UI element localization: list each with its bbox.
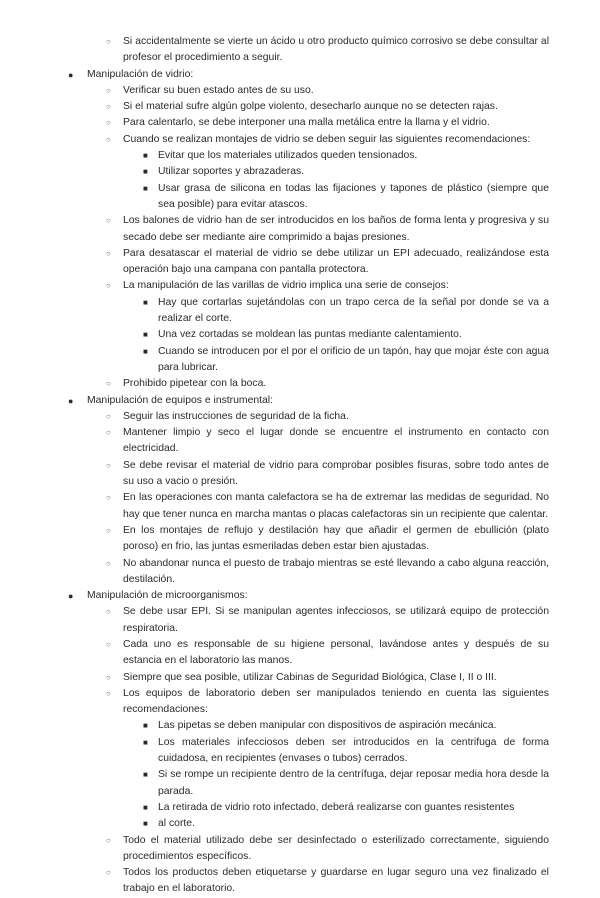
hollow-bullet-icon: ○ bbox=[106, 281, 111, 291]
list-item bbox=[143, 735, 549, 768]
list-item bbox=[106, 556, 549, 589]
list-item bbox=[106, 523, 549, 556]
list-item bbox=[106, 132, 549, 148]
list-item-text: Los equipos de laboratorio deben ser manipulados teniendo en cuenta las siguientes recomendaciones: bbox=[123, 687, 549, 716]
square-bullet-icon: ■ bbox=[143, 167, 148, 177]
list-item-text: Cuando se introducen por el por el orificio de un tapón, hay que mojar éste con agua para lubricar. bbox=[158, 345, 549, 373]
list-item bbox=[106, 278, 549, 294]
list-item-text: Seguir las instrucciones de seguridad de la ficha. bbox=[123, 410, 349, 422]
list-item bbox=[106, 213, 549, 246]
list-item bbox=[106, 833, 549, 866]
list-item bbox=[106, 637, 549, 670]
list-item bbox=[106, 376, 549, 392]
section-heading-item bbox=[68, 588, 549, 604]
list-item bbox=[106, 99, 549, 115]
list-item-text: Si el material sufre algún golpe violento, desecharlo aunque no se detecten rajas. bbox=[123, 101, 498, 113]
square-bullet-icon: ■ bbox=[143, 819, 148, 829]
list-item-text: Para calentarlo, se debe interponer una malla metálica entre la llama y el vidrio. bbox=[123, 117, 490, 129]
list-item-text: Manipulación de microorganismos: bbox=[87, 590, 248, 602]
hollow-bullet-icon: ○ bbox=[106, 37, 111, 46]
list-item-text: Siempre que sea posible, utilizar Cabinas de Seguridad Biológica, Clase I, II o III. bbox=[123, 671, 497, 683]
hollow-bullet-icon: ○ bbox=[106, 411, 111, 421]
hollow-bullet-icon: ○ bbox=[106, 493, 111, 503]
list-item bbox=[106, 115, 549, 131]
list-item bbox=[106, 425, 549, 458]
hollow-bullet-icon: ○ bbox=[106, 248, 111, 258]
hollow-bullet-icon: ○ bbox=[106, 85, 111, 95]
hollow-bullet-icon: ○ bbox=[106, 558, 111, 568]
list-item bbox=[106, 686, 549, 719]
hollow-bullet-icon: ○ bbox=[106, 118, 111, 128]
square-bullet-icon: ■ bbox=[143, 802, 148, 812]
list-item bbox=[143, 295, 549, 328]
filled-bullet-icon: ● bbox=[68, 69, 74, 80]
list-item-text: Se debe revisar el material de vidrio para comprobar posibles fisuras, sobre todo antes de su uso a vacio o presión. bbox=[123, 459, 549, 488]
hollow-bullet-icon: ○ bbox=[106, 428, 111, 438]
list-item bbox=[143, 816, 549, 832]
hollow-bullet-icon: ○ bbox=[106, 835, 111, 845]
list-item-text: Los materiales infecciosos deben ser introducidos en la centrifuga de forma cuidadosa, en recipientes (envases o tubos) cerrados. bbox=[158, 736, 549, 765]
list-item-text: Verificar su buen estado antes de su uso. bbox=[123, 84, 314, 96]
list-item-text: al corte. bbox=[158, 818, 195, 830]
hollow-bullet-icon: ○ bbox=[106, 868, 111, 878]
hollow-bullet-icon: ○ bbox=[106, 672, 111, 682]
hollow-bullet-icon: ○ bbox=[106, 102, 111, 112]
list-item bbox=[143, 164, 549, 180]
square-bullet-icon: ■ bbox=[143, 346, 148, 356]
list-item bbox=[143, 800, 549, 816]
hollow-bullet-icon: ○ bbox=[106, 639, 111, 649]
list-item bbox=[143, 327, 549, 343]
square-bullet-icon: ■ bbox=[143, 737, 148, 747]
list-item-text: Los balones de vidrio han de ser introducidos en los baños de forma lenta y progresiva y su secado debe ser mediante aire comprimido a bajas presiones. bbox=[123, 215, 549, 243]
hollow-bullet-icon: ○ bbox=[106, 460, 111, 470]
filled-bullet-icon: ● bbox=[68, 395, 74, 406]
list-item bbox=[106, 865, 549, 898]
hollow-bullet-icon: ○ bbox=[106, 134, 111, 144]
list-item-text: La manipulación de las varillas de vidrio implica una serie de consejos: bbox=[123, 280, 449, 292]
square-bullet-icon: ■ bbox=[143, 721, 148, 731]
list-item-text: Utilizar soportes y abrazaderas. bbox=[158, 166, 305, 178]
list-item-text: Cuando se realizan montajes de vidrio se deben seguir las siguientes recomendaciones: bbox=[123, 133, 531, 145]
list-item-text: Evitar que los materiales utilizados queden tensionados. bbox=[158, 150, 418, 162]
list-item-text: Se debe usar EPI. Si se manipulan agentes infecciosos, se utilizará equipo de protección respiratoria. bbox=[123, 606, 549, 634]
list-item bbox=[106, 458, 549, 491]
list-item bbox=[106, 670, 549, 686]
list-item bbox=[106, 604, 549, 637]
hollow-bullet-icon: ○ bbox=[106, 216, 111, 226]
list-item-text: Manipulación de equipos e instrumental: bbox=[87, 394, 273, 406]
list-item bbox=[143, 767, 549, 800]
list-item bbox=[106, 409, 549, 425]
list-item-text: Todos los productos deben etiquetarse y guardarse en lugar seguro una vez finalizado el trabajo en el laboratorio. bbox=[123, 867, 549, 895]
list-item-text: Manipulación de vidrio: bbox=[87, 68, 194, 80]
hollow-bullet-icon: ○ bbox=[106, 607, 111, 617]
list-item bbox=[143, 718, 549, 734]
list-item bbox=[106, 83, 549, 99]
list-item-text: Una vez cortadas se moldean las puntas mediante calentamiento. bbox=[158, 329, 462, 341]
section-heading-item bbox=[68, 393, 549, 409]
list-item-text: Las pipetas se deben manipular con dispositivos de aspiración mecánica. bbox=[158, 720, 497, 732]
list-item-text: Usar grasa de silicona en todas las fijaciones y tapones de plástico (siempre que sea posible) para evitar atascos. bbox=[158, 182, 549, 210]
list-item bbox=[143, 181, 549, 214]
hollow-bullet-icon: ○ bbox=[106, 379, 111, 389]
square-bullet-icon: ■ bbox=[143, 183, 148, 193]
list-item-text: En los montajes de reflujo y destilación hay que añadir el germen de ebullición (plato poroso) en frio, las juntas esmeriladas deben estar bien ajustadas. bbox=[123, 524, 549, 553]
hollow-bullet-icon: ○ bbox=[106, 525, 111, 535]
document-body bbox=[0, 34, 600, 898]
list-item-text: La retirada de vidrio roto infectado, deberá realizarse con guantes resistentes bbox=[158, 801, 515, 813]
list-item-text: Hay que cortarlas sujetándolas con un trapo cerca de la señal por donde se va a realizar el corte. bbox=[158, 296, 549, 325]
list-item bbox=[143, 148, 549, 164]
list-item bbox=[143, 344, 549, 377]
filled-bullet-icon: ● bbox=[68, 591, 74, 602]
list-item bbox=[106, 490, 549, 523]
list-item-text: Si accidentalmente se vierte un ácido u otro producto químico corrosivo se debe consultar al profesor el procedimiento a seguir. bbox=[123, 36, 549, 64]
list-item-text: Si se rompe un recipiente dentro de la centrífuga, dejar reposar media hora desde la parada. bbox=[158, 769, 549, 797]
list-item-text: Mantener limpio y seco el lugar donde se encuentre el instrumento en contacto con electricidad. bbox=[123, 427, 549, 455]
section-heading-item bbox=[68, 67, 549, 83]
list-item bbox=[106, 34, 549, 67]
list-item-text: No abandonar nunca el puesto de trabajo mientras se esté llevando a cabo alguna reacción, destilación. bbox=[123, 557, 549, 585]
square-bullet-icon: ■ bbox=[143, 770, 148, 780]
hollow-bullet-icon: ○ bbox=[106, 688, 111, 698]
list-item bbox=[106, 246, 549, 279]
list-item-text: Todo el material utilizado debe ser desinfectado o esterilizado correctamente, siguiendo procedimientos específicos. bbox=[123, 834, 549, 862]
list-item-text: En las operaciones con manta calefactora se ha de extremar las medidas de seguridad. No hay que tener nunca en marcha mantas o placas calefactoras sin un recipiente que calentar. bbox=[123, 492, 549, 520]
list-item-text: Cada uno es responsable de su higiene personal, lavándose antes y después de su estancia en el laboratorio las manos. bbox=[123, 638, 549, 667]
square-bullet-icon: ■ bbox=[143, 330, 148, 340]
list-item-text: Prohibido pipetear con la boca. bbox=[123, 378, 267, 390]
list-item-text: Para desatascar el material de vidrio se debe utilizar un EPI adecuado, realizándose esta operación bajo una campana con pantalla protectora. bbox=[123, 247, 549, 276]
square-bullet-icon: ■ bbox=[143, 297, 148, 307]
square-bullet-icon: ■ bbox=[143, 151, 148, 161]
